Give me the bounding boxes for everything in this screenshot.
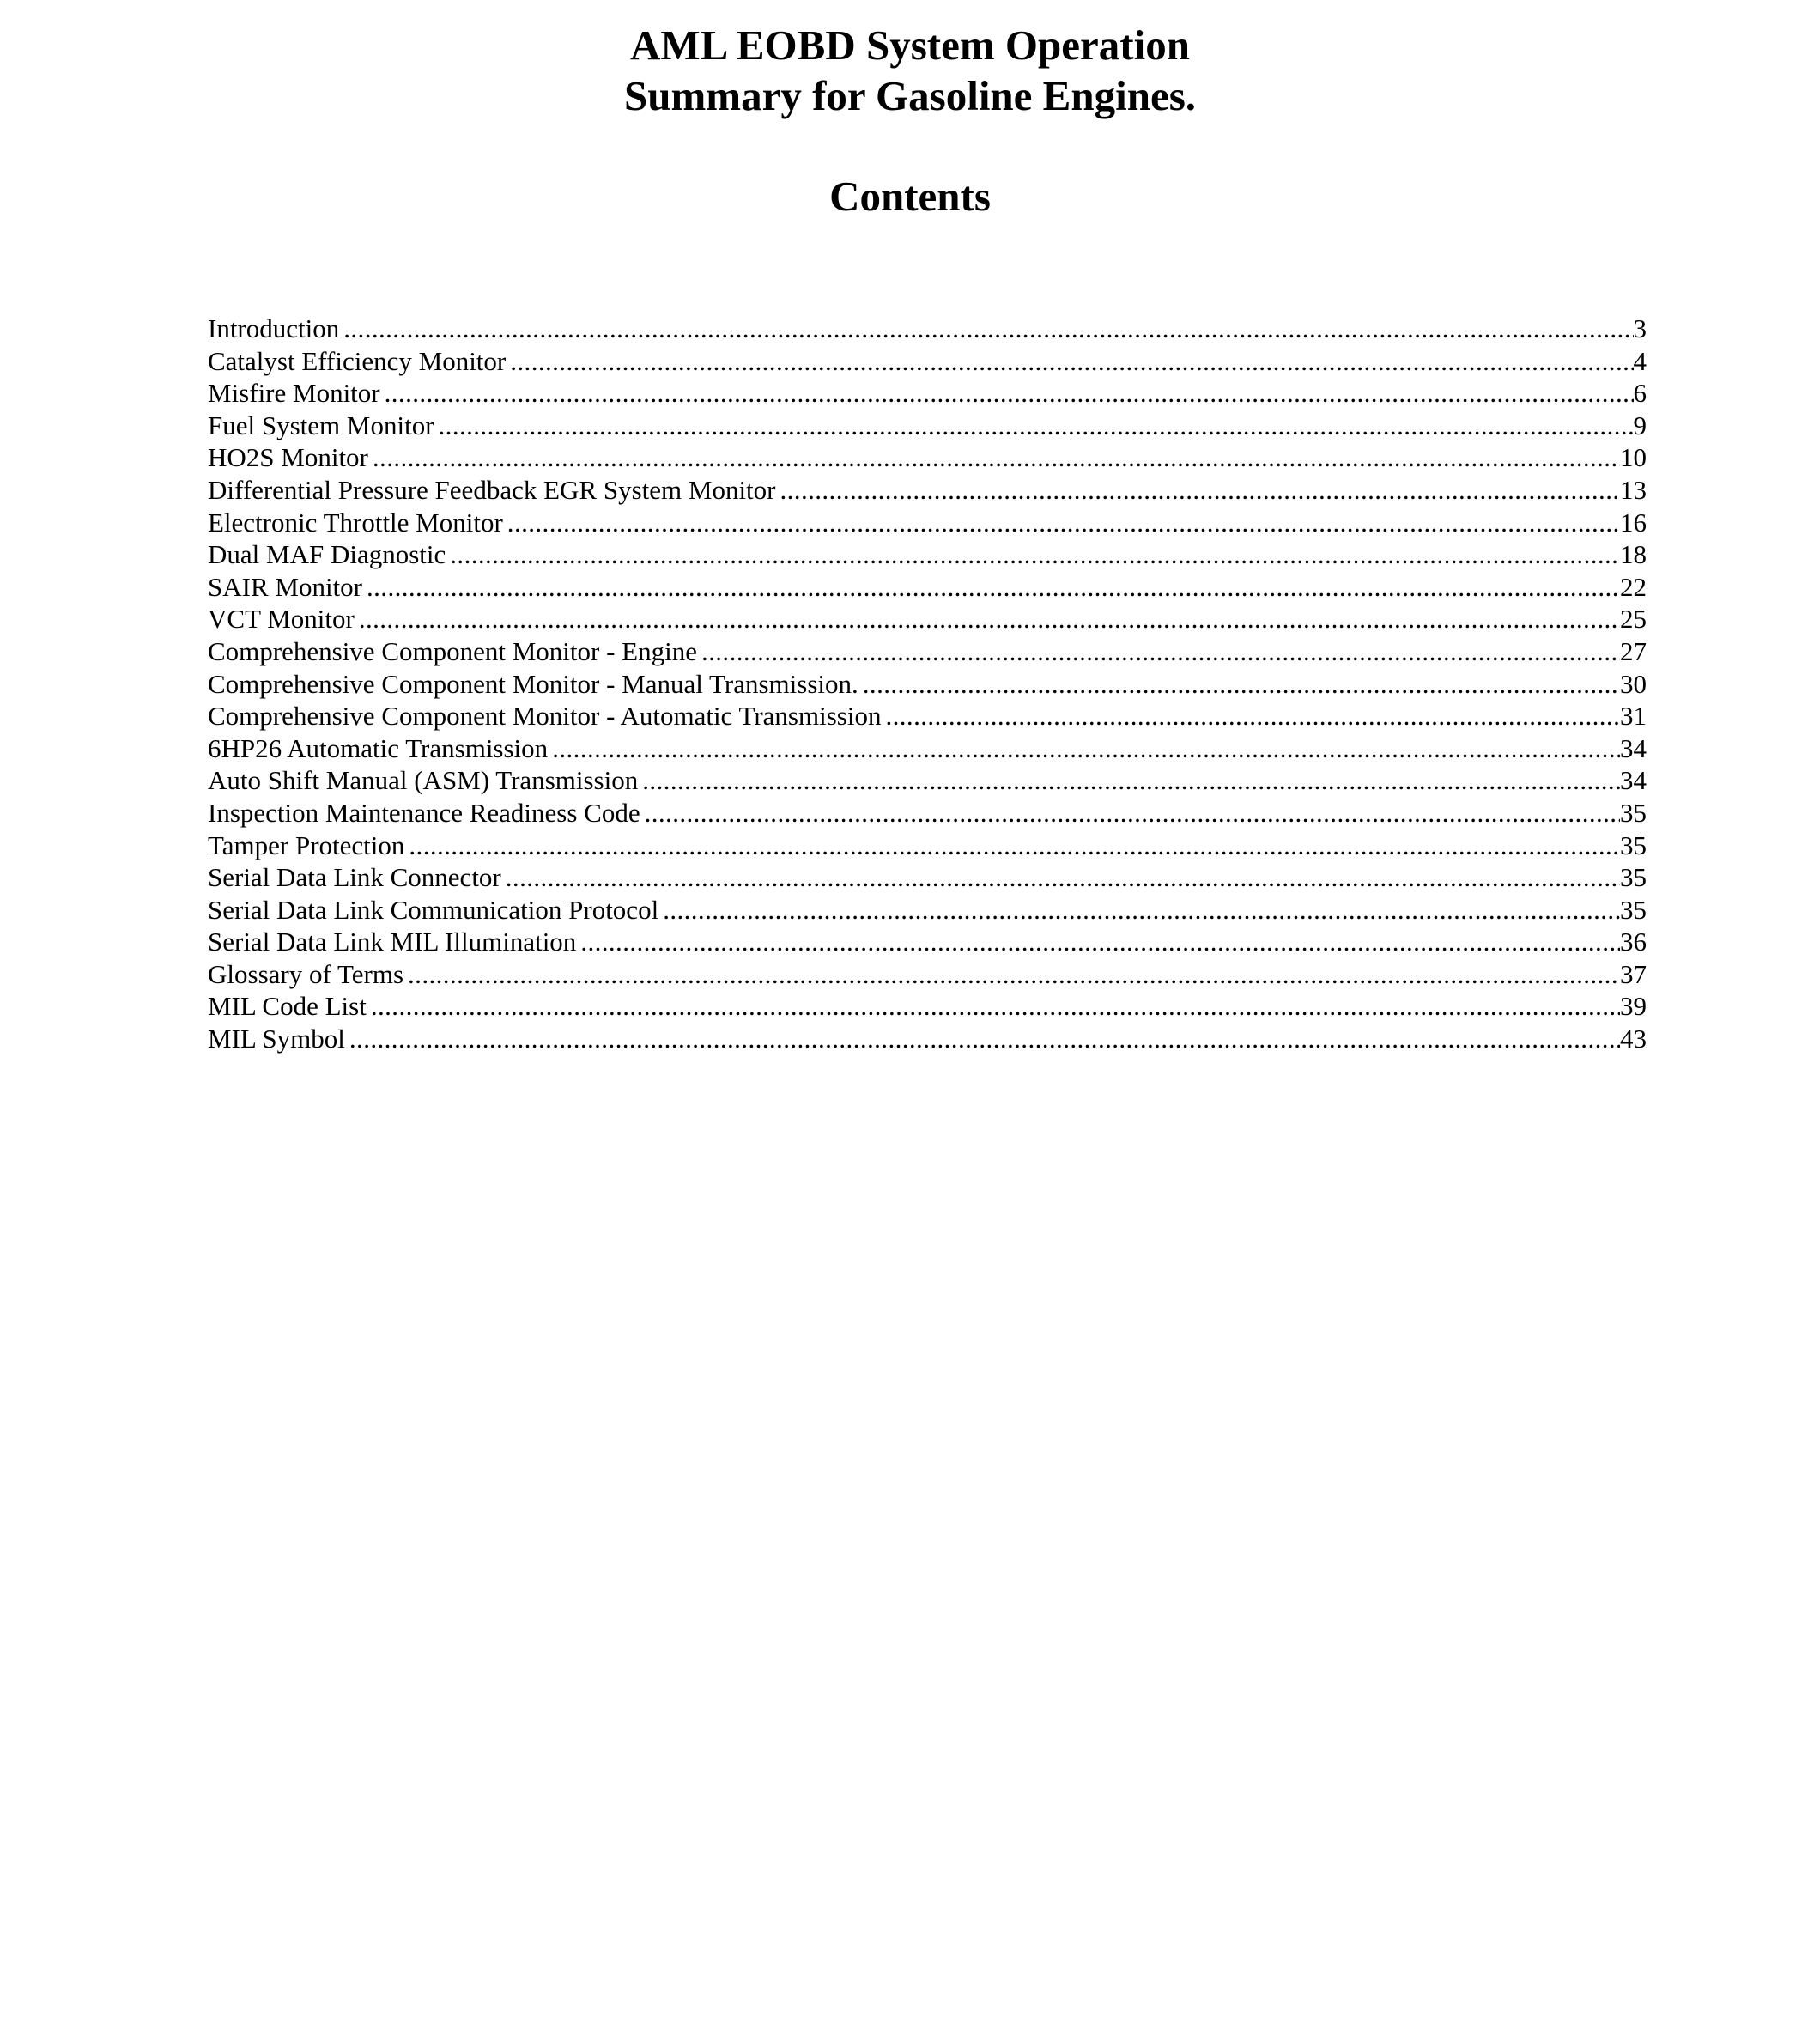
toc-entry[interactable] xyxy=(208,1023,1647,1055)
toc-entry-title: MIL Code List xyxy=(208,991,367,1022)
toc-entry-title: Introduction xyxy=(208,313,340,343)
toc-dot-leader xyxy=(580,926,1620,958)
toc-dot-leader xyxy=(506,861,1620,894)
toc-entry-title: MIL Symbol xyxy=(208,1024,345,1054)
toc-entry-page: 9 xyxy=(1633,410,1647,440)
toc-entry[interactable] xyxy=(208,732,1647,765)
toc-entry-title: VCT Monitor xyxy=(208,604,355,635)
toc-entry-page: 27 xyxy=(1620,635,1647,666)
toc-dot-leader xyxy=(552,732,1620,765)
toc-entry-title: Fuel System Monitor xyxy=(208,410,434,440)
toc-entry[interactable] xyxy=(208,829,1647,862)
toc-entry-title: Tamper Protection xyxy=(208,829,405,860)
toc-dot-leader xyxy=(385,377,1634,410)
toc-entry-title: HO2S Monitor xyxy=(208,442,368,473)
toc-entry-page: 36 xyxy=(1620,926,1647,957)
toc-entry-title: Comprehensive Component Monitor - Manual Transmission. xyxy=(208,668,858,699)
toc-entry[interactable] xyxy=(208,894,1647,926)
toc-dot-leader xyxy=(507,507,1620,539)
toc-entry-page: 43 xyxy=(1620,1024,1647,1054)
toc-entry[interactable] xyxy=(208,441,1647,474)
toc-entry[interactable] xyxy=(208,538,1647,571)
toc-entry[interactable] xyxy=(208,410,1647,442)
toc-entry[interactable] xyxy=(208,377,1647,410)
toc-entry[interactable] xyxy=(208,635,1647,668)
toc-entry-page: 3 xyxy=(1633,313,1647,343)
toc-dot-leader xyxy=(885,700,1620,732)
toc-entry-page: 25 xyxy=(1620,604,1647,635)
toc-dot-leader xyxy=(663,894,1620,926)
toc-entry-page: 35 xyxy=(1620,862,1647,893)
toc-entry-page: 35 xyxy=(1620,797,1647,828)
toc-dot-leader xyxy=(343,313,1633,345)
toc-entry-title: Misfire Monitor xyxy=(208,378,380,409)
toc-dot-leader xyxy=(510,345,1633,378)
toc-entry-title: 6HP26 Automatic Transmission xyxy=(208,732,549,763)
toc-dot-leader xyxy=(780,474,1621,507)
toc-dot-leader xyxy=(642,764,1620,797)
toc-entry[interactable] xyxy=(208,990,1647,1023)
toc-entry-page: 10 xyxy=(1620,442,1647,473)
toc-entry[interactable] xyxy=(208,571,1647,604)
toc-dot-leader xyxy=(371,990,1620,1023)
table-of-contents xyxy=(208,313,1647,1055)
toc-entry-title: Comprehensive Component Monitor - Engine xyxy=(208,635,697,666)
toc-dot-leader xyxy=(701,635,1620,668)
toc-dot-leader xyxy=(409,829,1620,862)
toc-entry-page: 39 xyxy=(1620,991,1647,1022)
toc-dot-leader xyxy=(863,668,1620,701)
toc-entry[interactable] xyxy=(208,507,1647,539)
toc-entry[interactable] xyxy=(208,764,1647,797)
toc-entry-title: Differential Pressure Feedback EGR System Monitor xyxy=(208,474,776,505)
toc-entry[interactable] xyxy=(208,700,1647,732)
toc-entry[interactable] xyxy=(208,603,1647,635)
toc-entry-title: Auto Shift Manual (ASM) Transmission xyxy=(208,765,639,796)
toc-entry[interactable] xyxy=(208,958,1647,991)
toc-entry-title: Inspection Maintenance Readiness Code xyxy=(208,797,640,828)
contents-heading: Contents xyxy=(829,173,991,220)
toc-entry-title: Electronic Throttle Monitor xyxy=(208,507,503,538)
document-title-line-2: Summary for Gasoline Engines. xyxy=(623,72,1197,119)
document-title-line-1: AML EOBD System Operation xyxy=(630,21,1190,69)
toc-entry-page: 4 xyxy=(1633,345,1647,376)
toc-entry[interactable] xyxy=(208,668,1647,701)
toc-entry[interactable] xyxy=(208,345,1647,378)
toc-entry[interactable] xyxy=(208,474,1647,507)
toc-entry-page: 22 xyxy=(1620,571,1647,602)
toc-entry-title: SAIR Monitor xyxy=(208,571,362,602)
toc-entry-page: 13 xyxy=(1620,474,1647,505)
toc-entry-title: Serial Data Link Communication Protocol xyxy=(208,894,659,925)
toc-entry-title: Comprehensive Component Monitor - Automatic Transmission xyxy=(208,701,882,732)
toc-entry-title: Glossary of Terms xyxy=(208,958,404,989)
toc-dot-leader xyxy=(450,538,1620,571)
toc-entry-page: 34 xyxy=(1620,732,1647,763)
toc-entry-title: Catalyst Efficiency Monitor xyxy=(208,345,507,376)
toc-entry-title: Serial Data Link MIL Illumination xyxy=(208,926,577,957)
toc-entry-page: 30 xyxy=(1620,668,1647,699)
toc-entry-page: 6 xyxy=(1633,378,1647,409)
toc-dot-leader xyxy=(359,603,1620,635)
toc-dot-leader xyxy=(439,410,1634,442)
toc-entry-title: Serial Data Link Connector xyxy=(208,862,501,893)
toc-entry-page: 35 xyxy=(1620,829,1647,860)
toc-entry-page: 18 xyxy=(1620,539,1647,570)
toc-dot-leader xyxy=(349,1023,1620,1055)
toc-entry-page: 35 xyxy=(1620,894,1647,925)
toc-dot-leader xyxy=(373,441,1620,474)
toc-entry[interactable] xyxy=(208,797,1647,829)
toc-entry[interactable] xyxy=(208,313,1647,345)
toc-entry-page: 34 xyxy=(1620,765,1647,796)
toc-dot-leader xyxy=(367,571,1620,604)
toc-dot-leader xyxy=(408,958,1620,991)
toc-entry-title: Dual MAF Diagnostic xyxy=(208,539,446,570)
toc-entry-page: 16 xyxy=(1620,507,1647,538)
toc-entry[interactable] xyxy=(208,861,1647,894)
toc-entry-page: 31 xyxy=(1620,701,1647,732)
toc-entry-page: 37 xyxy=(1620,958,1647,989)
toc-dot-leader xyxy=(645,797,1620,829)
toc-entry[interactable] xyxy=(208,926,1647,958)
